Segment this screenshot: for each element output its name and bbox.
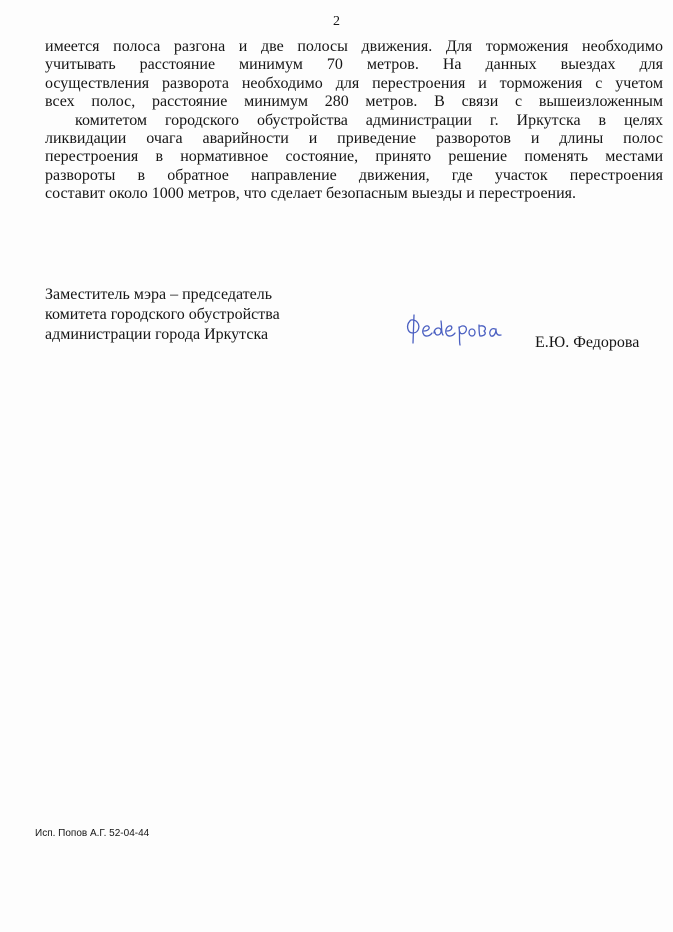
- executor-note: Исп. Попов А.Г. 52-04-44: [35, 828, 150, 839]
- body-line: всех полос, расстояние минимум 280 метров. В связи с вышеизложенным: [45, 93, 663, 111]
- signatory-position: администрации города Иркутска: [45, 326, 269, 343]
- body-paragraph: [45, 38, 663, 204]
- body-line: комитетом городского обустройства администрации г. Иркутска в целях: [75, 111, 663, 129]
- signatory-position: Заместитель мэра – председатель: [45, 286, 273, 303]
- body-line: ликвидации очага аварийности и приведение разворотов и длины полос: [45, 129, 663, 147]
- body-line: развороты в обратное направление движения, где участок перестроения: [45, 166, 663, 184]
- body-line: составит около 1000 метров, что сделает безопасным выезды и перестроения.: [45, 185, 577, 203]
- signatory-position: комитета городского обустройства: [45, 306, 280, 323]
- body-line: имеется полоса разгона и две полосы движения. Для торможения необходимо: [45, 38, 663, 55]
- handwritten-signature: [404, 311, 504, 353]
- signatory-block: [45, 285, 365, 345]
- page-number: 2: [333, 14, 340, 29]
- signer-name: Е.Ю. Федорова: [535, 334, 640, 351]
- body-line: осуществления разворота необходимо для перестроения и торможения с учетом: [45, 74, 663, 92]
- body-line: перестроения в нормативное состояние, принято решение поменять местами: [45, 148, 663, 166]
- body-line: учитывать расстояние минимум 70 метров. На данных выездах для: [45, 56, 663, 74]
